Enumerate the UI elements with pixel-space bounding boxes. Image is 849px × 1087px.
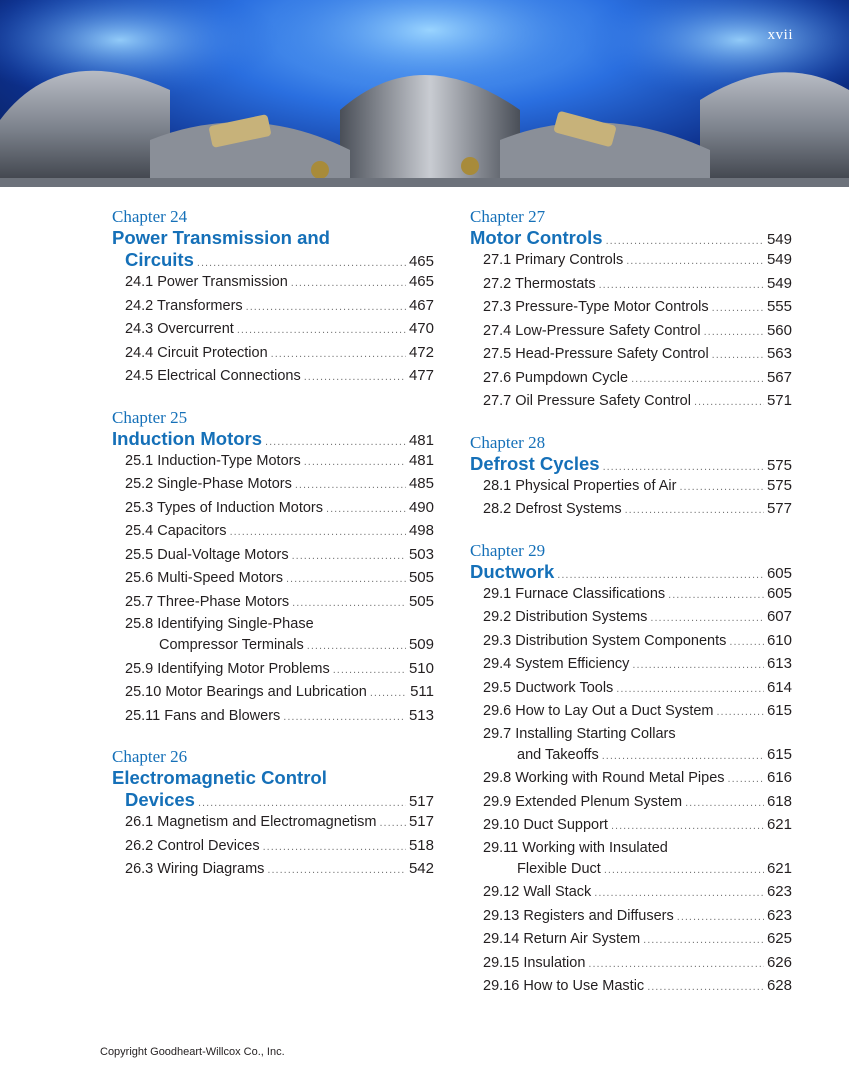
entry-title: 29.1 Furnace Classifications — [483, 585, 666, 602]
chapter-label: Chapter 27 — [470, 207, 546, 226]
entry-page: 623 — [766, 906, 792, 924]
toc-entry[interactable] — [112, 591, 434, 615]
entry-page: 513 — [408, 706, 434, 724]
dot-leader — [291, 273, 406, 295]
dot-leader — [304, 452, 406, 474]
toc-entry[interactable] — [470, 273, 792, 297]
entry-page: 610 — [766, 631, 792, 649]
entry-title: 25.7 Three-Phase Motors — [125, 593, 290, 610]
chapter-page: 465 — [408, 253, 434, 270]
toc-entry[interactable] — [470, 367, 792, 391]
toc-right-column — [470, 207, 792, 1018]
entry-title: 29.9 Extended Plenum System — [483, 793, 683, 810]
chapter-title-row[interactable] — [470, 453, 792, 475]
toc-entry[interactable] — [470, 858, 792, 882]
dot-leader — [717, 702, 764, 724]
entry-page: 465 — [408, 273, 434, 290]
chapter-title-line2: Devices — [125, 789, 195, 810]
entry-title: 25.10 Motor Bearings and Lubrication — [125, 684, 367, 700]
dot-leader — [650, 608, 764, 630]
toc-entry[interactable] — [470, 653, 792, 677]
entry-page: 549 — [766, 251, 792, 268]
toc-entry[interactable] — [112, 295, 434, 319]
entry-page: 614 — [766, 678, 792, 696]
dot-leader — [712, 345, 764, 367]
entry-title: 24.4 Circuit Protection — [125, 344, 268, 361]
entry-page: 470 — [408, 320, 434, 337]
toc-entry[interactable] — [112, 497, 434, 521]
chapter-label: Chapter 25 — [112, 407, 188, 427]
entry-page: 518 — [408, 836, 434, 854]
page-number: xvii — [767, 27, 793, 43]
toc-entry[interactable] — [470, 583, 792, 607]
chapter-label: Chapter 28 — [470, 432, 546, 452]
dot-leader — [677, 907, 764, 929]
entry-page: 503 — [408, 545, 434, 563]
dot-leader — [333, 660, 406, 682]
entry-page: 567 — [766, 368, 792, 386]
entry-page: 485 — [408, 475, 434, 492]
dot-leader — [295, 475, 406, 497]
entry-page: 621 — [766, 859, 792, 877]
toc-entry[interactable] — [112, 634, 434, 658]
dot-leader — [197, 257, 406, 269]
entry-page: 571 — [766, 392, 792, 409]
dot-leader — [379, 813, 406, 835]
toc-entry[interactable] — [470, 952, 792, 976]
dot-leader — [557, 569, 764, 581]
entry-title: 24.3 Overcurrent — [125, 321, 234, 337]
entry-page: 615 — [766, 702, 792, 719]
chapter-27 — [470, 207, 792, 414]
chapter-title-line1: Electromagnetic Control — [112, 767, 327, 788]
dot-leader — [237, 320, 406, 342]
chapter-page: 549 — [766, 231, 792, 248]
entry-title: 29.2 Distribution Systems — [483, 609, 648, 625]
dot-leader — [728, 769, 764, 791]
toc-entry[interactable] — [112, 365, 434, 389]
entry-title: 25.1 Induction-Type Motors — [125, 452, 301, 469]
chapter-title: Induction Motors — [112, 427, 263, 449]
toc-entry[interactable] — [112, 835, 434, 859]
entry-title: 27.3 Pressure-Type Motor Controls — [483, 299, 709, 315]
chapter-page: 575 — [766, 456, 792, 474]
chapter-page: 605 — [766, 564, 792, 582]
entry-page: 625 — [766, 930, 792, 947]
entry-title-line1[interactable]: 29.11 Working with Insulated — [483, 839, 668, 856]
entry-title: 26.1 Magnetism and Electromagnetism — [125, 814, 377, 830]
toc-entry[interactable] — [470, 975, 792, 999]
chapter-label: Chapter 26 — [112, 747, 188, 766]
dot-leader — [643, 930, 764, 952]
dot-leader — [588, 954, 764, 976]
entry-title-line1[interactable]: 29.7 Installing Starting Collars — [483, 725, 676, 742]
dot-leader — [283, 707, 406, 729]
chapter-25 — [112, 408, 434, 729]
toc-entry[interactable] — [470, 630, 792, 654]
entry-title: 24.2 Transformers — [125, 297, 243, 314]
toc-entry[interactable] — [112, 520, 434, 544]
dot-leader — [594, 883, 764, 905]
entry-page: 607 — [766, 608, 792, 625]
entry-page: 628 — [766, 977, 792, 994]
entry-title-line2: and Takeoffs — [517, 746, 599, 763]
entry-page: 555 — [766, 298, 792, 315]
dot-leader — [599, 275, 764, 297]
entry-title: 25.11 Fans and Blowers — [125, 707, 281, 724]
entry-title-line2: Compressor Terminals — [159, 637, 304, 653]
toc-entry[interactable] — [470, 791, 792, 815]
dot-leader — [611, 816, 764, 838]
entry-page: 505 — [408, 569, 434, 586]
dot-leader — [307, 636, 406, 658]
toc-entry[interactable] — [470, 905, 792, 929]
entry-title: 29.13 Registers and Diffusers — [483, 907, 674, 924]
toc-entry[interactable] — [112, 705, 434, 729]
burner-illustration — [0, 0, 849, 187]
chapter-label: Chapter 24 — [112, 207, 188, 226]
dot-leader — [230, 522, 406, 544]
entry-title: 28.1 Physical Properties of Air — [483, 477, 677, 494]
entry-page: 626 — [766, 953, 792, 971]
dot-leader — [602, 746, 764, 768]
entry-title: 29.16 How to Use Mastic — [483, 978, 645, 994]
entry-title: 25.4 Capacitors — [125, 523, 227, 539]
toc-entry[interactable] — [470, 343, 792, 367]
entry-title: 26.3 Wiring Diagrams — [125, 861, 265, 877]
entry-page: 498 — [408, 522, 434, 539]
entry-title-line1[interactable]: 25.8 Identifying Single-Phase — [125, 616, 314, 632]
dot-leader — [647, 977, 764, 999]
toc-entry[interactable] — [112, 567, 434, 591]
toc-entry[interactable] — [112, 318, 434, 342]
dot-leader — [625, 500, 764, 522]
toc-entry[interactable] — [470, 296, 792, 320]
toc-entry[interactable] — [112, 811, 434, 835]
entry-title: 27.1 Primary Controls — [483, 252, 624, 268]
entry-title: 29.14 Return Air System — [483, 931, 641, 947]
entry-title: 29.10 Duct Support — [483, 817, 608, 833]
entry-title: 27.4 Low-Pressure Safety Control — [483, 322, 701, 339]
dot-leader — [198, 797, 406, 809]
toc-entry[interactable] — [470, 677, 792, 701]
dot-leader — [263, 837, 406, 859]
dot-leader — [286, 569, 406, 591]
entry-title: 27.7 Oil Pressure Safety Control — [483, 393, 691, 409]
dot-leader — [292, 546, 406, 568]
entry-title: 26.2 Control Devices — [125, 837, 260, 854]
entry-page: 560 — [766, 321, 792, 339]
dot-leader — [603, 461, 764, 473]
chapter-title-line1: Power Transmission and — [112, 227, 330, 248]
entry-page: 517 — [408, 813, 434, 830]
chapter-title-row[interactable] — [470, 561, 792, 583]
entry-title: 27.5 Head-Pressure Safety Control — [483, 346, 709, 362]
chapter-page: 517 — [408, 793, 434, 810]
entry-title: 29.5 Ductwork Tools — [483, 679, 614, 696]
dot-leader — [685, 793, 764, 815]
dot-leader — [292, 593, 406, 615]
entry-page: 575 — [766, 476, 792, 494]
chapter-title-row[interactable] — [112, 249, 434, 271]
toc-entry[interactable] — [112, 681, 434, 705]
toc-entry[interactable] — [112, 658, 434, 682]
entry-page: 472 — [408, 343, 434, 361]
chapter-title-line2: Circuits — [125, 249, 194, 270]
header-photo-gas-burners — [0, 0, 849, 187]
toc-entry[interactable] — [112, 342, 434, 366]
toc-entry[interactable] — [470, 498, 792, 522]
entry-page: 481 — [408, 451, 434, 469]
dot-leader — [712, 298, 764, 320]
toc-entry[interactable] — [112, 858, 434, 882]
entry-page: 613 — [766, 655, 792, 672]
entry-title: 29.6 How to Lay Out a Duct System — [483, 703, 714, 719]
dot-leader — [326, 499, 406, 521]
chapter-title-row[interactable] — [470, 227, 792, 249]
toc-entry[interactable] — [112, 544, 434, 568]
toc-entry[interactable] — [112, 473, 434, 497]
entry-title: 25.2 Single-Phase Motors — [125, 476, 292, 492]
dot-leader — [246, 297, 406, 319]
dot-leader — [265, 436, 406, 448]
entry-page: 542 — [408, 860, 434, 877]
entry-page: 549 — [766, 274, 792, 292]
entry-title: 29.4 System Efficiency — [483, 656, 630, 672]
entry-title: 29.3 Distribution System Components — [483, 632, 727, 649]
entry-title: 25.3 Types of Induction Motors — [125, 499, 324, 516]
entry-title: 25.9 Identifying Motor Problems — [125, 660, 330, 677]
toc-entry[interactable] — [470, 390, 792, 414]
entry-page: 621 — [766, 816, 792, 833]
dot-leader — [668, 585, 764, 607]
toc-entry[interactable] — [112, 271, 434, 295]
entry-page: 510 — [408, 659, 434, 677]
dot-leader — [604, 860, 764, 882]
dot-leader — [631, 369, 764, 391]
dot-leader — [267, 860, 406, 882]
chapter-label: Chapter 29 — [470, 540, 546, 560]
dot-leader — [616, 679, 764, 701]
toc-entry[interactable] — [470, 881, 792, 905]
toc-entry[interactable] — [112, 450, 434, 474]
chapter-page: 481 — [408, 431, 434, 449]
entry-title: 25.5 Dual-Voltage Motors — [125, 546, 289, 563]
dot-leader — [679, 477, 764, 499]
dot-leader — [632, 655, 764, 677]
entry-title: 28.2 Defrost Systems — [483, 501, 622, 517]
toc-entry[interactable] — [470, 700, 792, 724]
entry-page: 511 — [410, 683, 434, 700]
entry-title: 24.1 Power Transmission — [125, 274, 288, 290]
entry-page: 605 — [766, 584, 792, 602]
chapter-28 — [470, 433, 792, 522]
entry-title-line2: Flexible Duct — [517, 860, 601, 877]
dot-leader — [729, 632, 764, 654]
chapter-29 — [470, 541, 792, 999]
dot-leader — [704, 322, 764, 344]
toc-entry[interactable] — [470, 928, 792, 952]
dot-leader — [606, 235, 764, 247]
entry-title: 27.2 Thermostats — [483, 275, 596, 292]
entry-page: 616 — [766, 769, 792, 786]
toc-entry[interactable] — [470, 249, 792, 273]
chapter-title: Defrost Cycles — [470, 452, 600, 474]
entry-title: 27.6 Pumpdown Cycle — [483, 369, 629, 386]
dot-leader — [370, 683, 407, 705]
dot-leader — [304, 367, 406, 389]
entry-page: 577 — [766, 500, 792, 517]
entry-page: 615 — [766, 745, 792, 763]
chapter-24 — [112, 207, 434, 389]
entry-page: 490 — [408, 498, 434, 516]
dot-leader — [626, 251, 764, 273]
chapter-26 — [112, 747, 434, 882]
entry-page: 467 — [408, 296, 434, 314]
entry-title: 25.6 Multi-Speed Motors — [125, 570, 283, 586]
toc-entry[interactable] — [470, 814, 792, 838]
entry-page: 618 — [766, 792, 792, 810]
toc-entry[interactable] — [470, 606, 792, 630]
entry-title: 29.8 Working with Round Metal Pipes — [483, 770, 725, 786]
entry-title: 24.5 Electrical Connections — [125, 368, 301, 384]
dot-leader — [694, 392, 764, 414]
toc-entry[interactable] — [470, 475, 792, 499]
dot-leader — [271, 344, 406, 366]
toc-left-column — [112, 207, 434, 901]
entry-page: 623 — [766, 883, 792, 900]
entry-page: 505 — [408, 592, 434, 610]
chapter-title-row[interactable] — [112, 789, 434, 811]
entry-page: 563 — [766, 345, 792, 362]
toc-entry[interactable] — [470, 767, 792, 791]
entry-page: 509 — [408, 636, 434, 653]
entry-page: 477 — [408, 367, 434, 384]
chapter-title-row[interactable] — [112, 428, 434, 450]
chapter-title: Motor Controls — [470, 227, 603, 248]
entry-title: 29.12 Wall Stack — [483, 884, 592, 900]
toc-entry[interactable] — [470, 320, 792, 344]
copyright-notice: Copyright Goodheart-Willcox Co., Inc. — [100, 1046, 285, 1058]
entry-title: 29.15 Insulation — [483, 954, 586, 971]
toc-entry[interactable] — [470, 744, 792, 768]
chapter-title: Ductwork — [470, 560, 555, 582]
